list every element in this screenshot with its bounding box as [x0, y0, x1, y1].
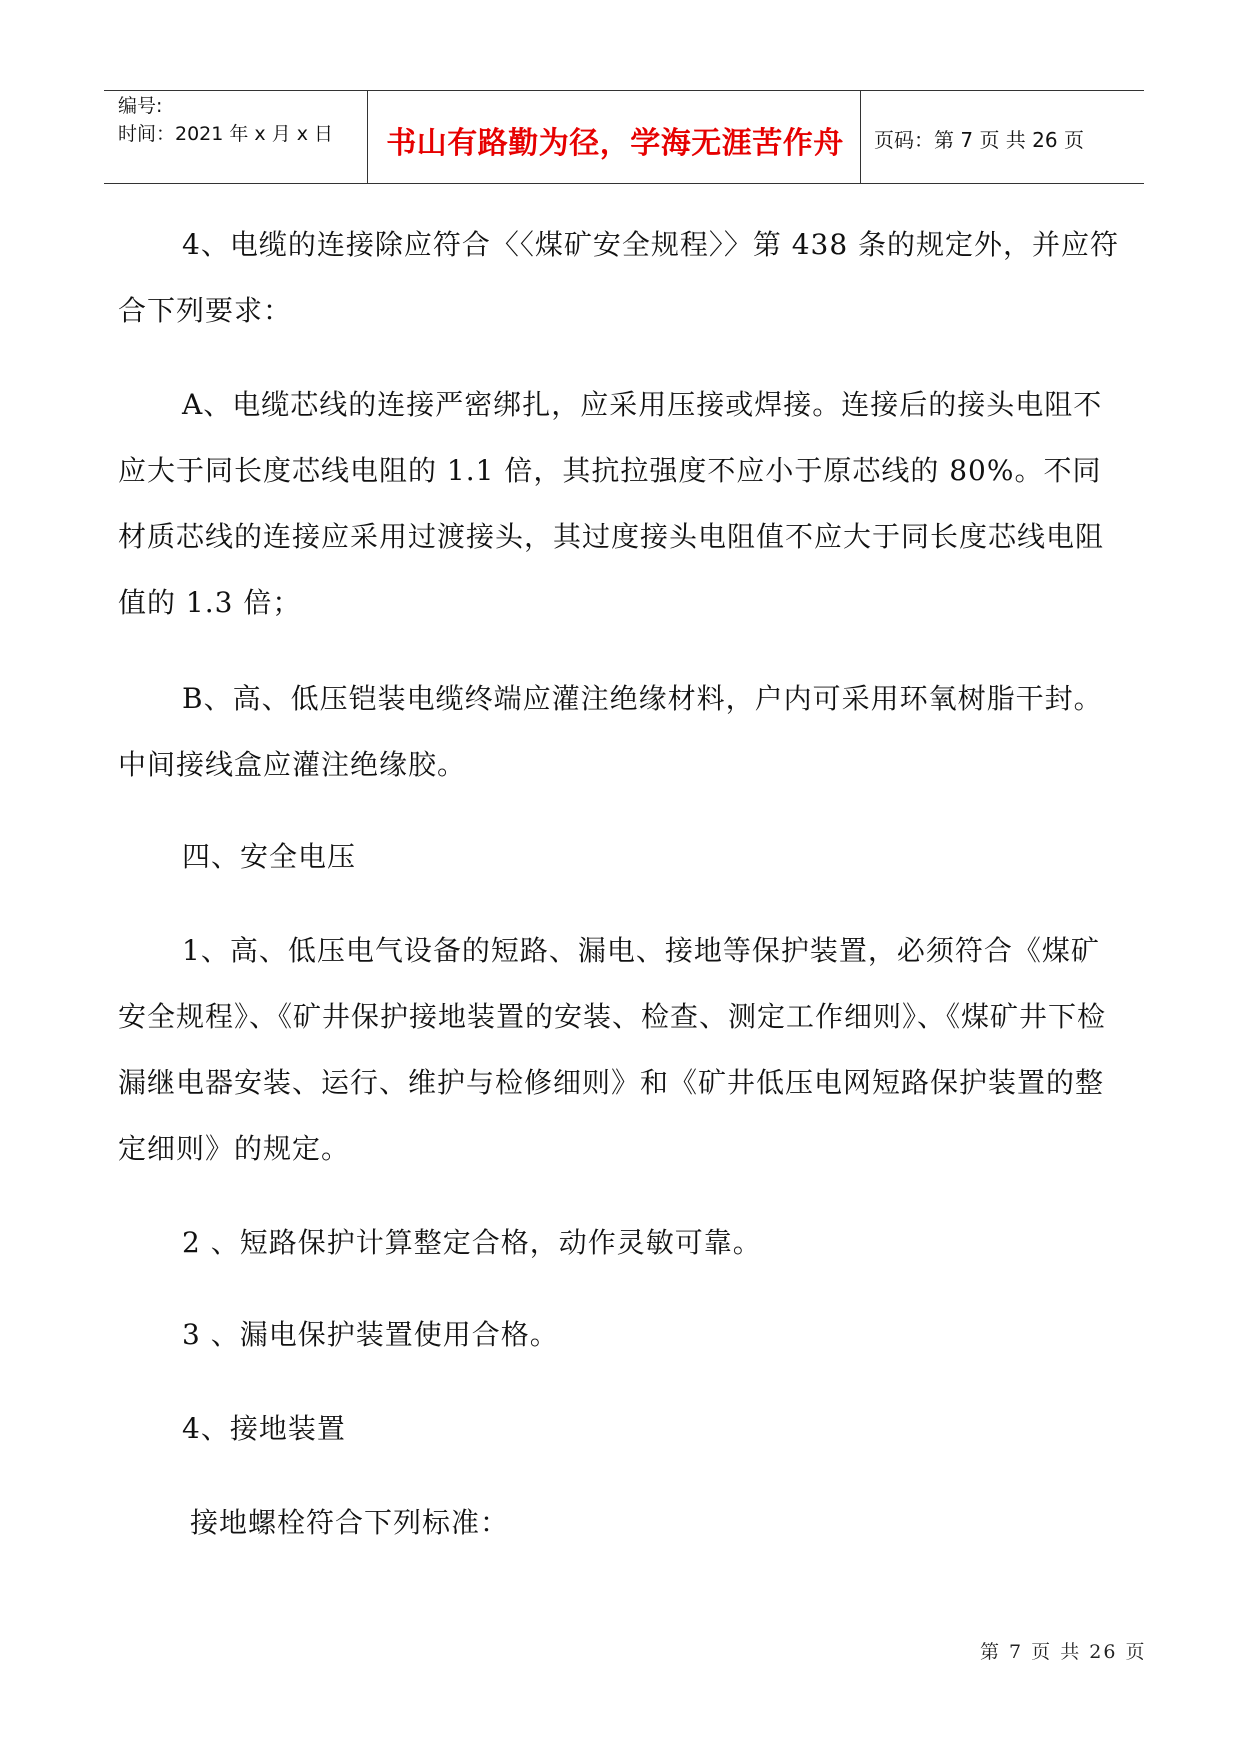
header-top-rule: [104, 90, 1144, 91]
footer-page-number: 第 7 页 共 26 页: [980, 1641, 1147, 1663]
paragraph-item-b: B、高、低压铠装电缆终端应灌注绝缘材料，户内可采用环氧树脂干封。中间接线盒应灌注绝缘胶。: [118, 682, 1103, 781]
paragraph-grounding: 4、接地装置: [182, 1412, 346, 1445]
paragraph-item-a: A、电缆芯线的连接严密绑扎，应采用压接或焊接。连接后的接头电阻不应大于同长度芯线电阻的 1.1 倍，其抗拉强度不应小于原芯线的 80%。不同材质芯线的连接应采用过渡接头，其过度接头电阻值不应大于同长度芯线电阻值的 1.3 倍；: [118, 388, 1105, 619]
header-meta: [118, 92, 333, 148]
paragraph-leakage: 3 、漏电保护装置使用合格。: [182, 1318, 559, 1351]
paragraph-grounding-bolt: 接地螺栓符合下列标准：: [190, 1506, 510, 1539]
paragraph-cable-connection: 4、电缆的连接除应符合〈〈煤矿安全规程〉〉第 438 条的规定外，并应符合下列要求：: [118, 228, 1120, 327]
header-page-info: 页码：第 7 页 共 26 页: [874, 128, 1084, 152]
header-bottom-rule: [104, 183, 1144, 184]
paragraph-short-circuit: 2 、短路保护计算整定合格，动作灵敏可靠。: [182, 1226, 762, 1259]
serial-label: 编号:: [118, 95, 163, 117]
header-divider-left: [367, 90, 368, 184]
header-divider-right: [860, 90, 861, 184]
header-motto: 书山有路勤为径，学海无涯苦作舟: [386, 126, 844, 161]
paragraph-protection-devices: 1、高、低压电气设备的短路、漏电、接地等保护装置，必须符合《煤矿安全规程》、《矿井保护接地装置的安装、检查、测定工作细则》、《煤矿井下检漏继电器安装、运行、维护与检修细则》和《矿井低压电网短路保护装置的整定细则》的规定。: [118, 934, 1107, 1165]
section-heading-safe-voltage: 四、安全电压: [182, 840, 357, 873]
time-label: 时间：2021 年 x 月 x 日: [118, 123, 334, 145]
